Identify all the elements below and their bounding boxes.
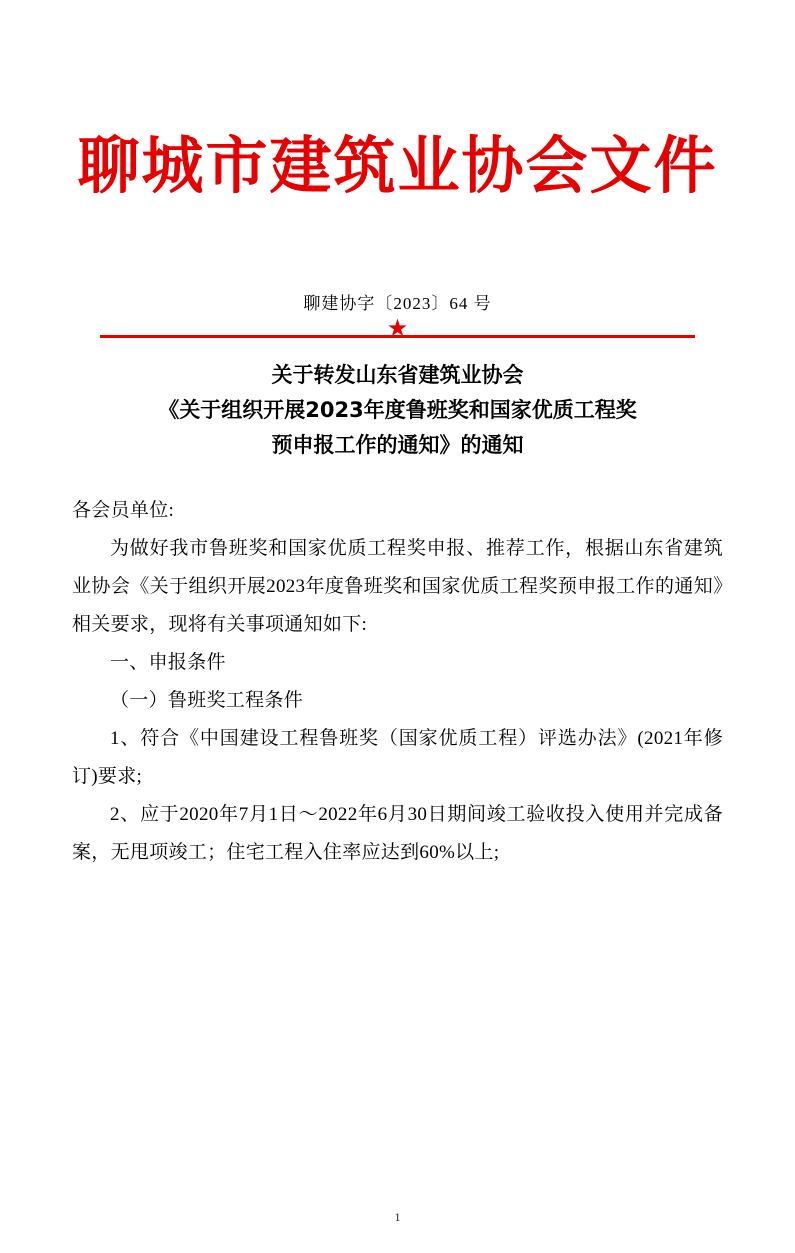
document-masthead-title: 聊城市建筑业协会文件 (77, 129, 718, 202)
page-title-line-2: 《关于组织开展2023年度鲁班奖和国家优质工程奖 (158, 397, 637, 422)
body-paragraph: 1、符合《中国建设工程鲁班奖（国家优质工程）评选办法》(2021年修订)要求; (72, 728, 723, 788)
body-paragraph: 为做好我市鲁班奖和国家优质工程奖申报、推荐工作，根据山东省建筑业协会《关于组织开展2023年度鲁班奖和国家优质工程奖预申报工作的通知》相关要求，现将有关事项通知如下: (72, 538, 723, 636)
document-number: 聊建协字〔2023〕64 号 (303, 294, 492, 314)
page-title-line-1: 关于转发山东省建筑业协会 (271, 363, 524, 388)
body-paragraph: 2、应于2020年7月1日～2022年6月30日期间竣工验收投入使用并完成备案，无甩项竣工；住宅工程入住率应达到60%以上; (72, 804, 723, 864)
document-body (72, 492, 723, 872)
body-paragraph: 一、申报条件 (110, 652, 226, 674)
body-paragraph: （一）鲁班奖工程条件 (110, 690, 304, 712)
page-title-line-3: 预申报工作的通知》的通知 (271, 432, 524, 457)
red-star-icon: ★ (386, 316, 409, 343)
red-separator-rule (72, 316, 723, 344)
page-title (72, 358, 723, 462)
salutation: 各会员单位: (72, 500, 175, 522)
document-page (0, 130, 795, 1253)
page-number: 1 (394, 1210, 401, 1224)
